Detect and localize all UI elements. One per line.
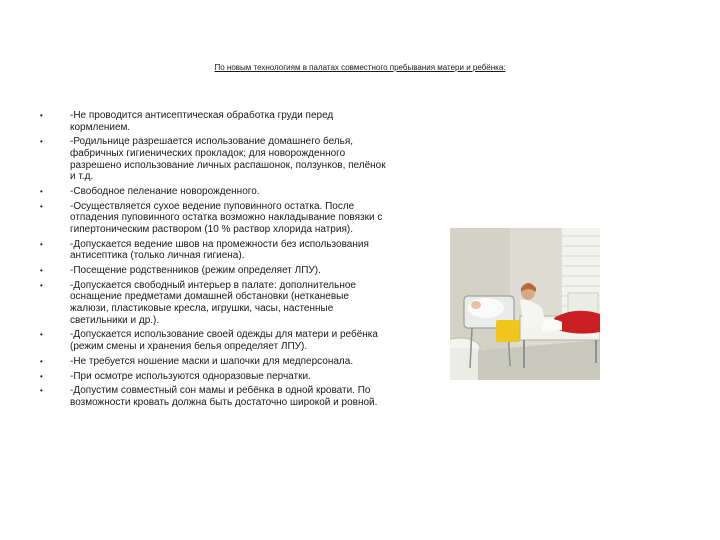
list-item bbox=[40, 239, 390, 262]
list-item-text: -Посещение родственников (режим определяет ЛПУ). bbox=[70, 265, 321, 277]
list-item-text: -Допускается использование своей одежды для матери и ребёнка (режим смены и хранения белья определяет ЛПУ). bbox=[70, 329, 378, 352]
bullet-marker: • bbox=[40, 280, 43, 290]
bullet-marker: • bbox=[40, 186, 43, 196]
list-item bbox=[40, 136, 390, 182]
list-item-text: -Допустим совместный сон мамы и ребёнка в одной кровати. По возможности кровать должна быть достаточно широкой и ровной. bbox=[70, 385, 378, 408]
list-item-text: -Осуществляется сухое ведение пуповинного остатка. После отпадения пуповинного остатка возможно накладывание повязки с гипертоническим раствором (10 % раствор хлорида натрия). bbox=[70, 200, 383, 235]
list-item bbox=[40, 356, 390, 368]
list-item bbox=[40, 371, 390, 383]
bullet-marker: • bbox=[40, 239, 43, 249]
list-item bbox=[40, 186, 390, 198]
list-item-text: -При осмотре используются одноразовые перчатки. bbox=[70, 370, 311, 382]
list-item bbox=[40, 265, 390, 277]
list-item bbox=[40, 110, 390, 133]
list-item bbox=[40, 329, 390, 352]
list-item bbox=[40, 280, 390, 326]
list-item-text: -Допускается свободный интерьер в палате: дополнительное оснащение предметами домашней обстановки (нетканевые жалюзи, пластиковые кресла, игрушки, часы, настенные светильники и др.). bbox=[70, 279, 356, 326]
list-item-text: -Свободное пеленание новорожденного. bbox=[70, 185, 260, 197]
bullet-marker: • bbox=[40, 371, 43, 381]
list-item-text: -Не требуется ношение маски и шапочки для медперсонала. bbox=[70, 355, 354, 367]
list-item-text: -Допускается ведение швов на промежности без использования антисептика (только личная гигиена). bbox=[70, 238, 369, 262]
bullet-marker: • bbox=[40, 201, 43, 211]
list-item-text: -Не проводится антисептическая обработка груди перед кормлением. bbox=[70, 110, 334, 133]
bullet-marker: • bbox=[40, 330, 43, 340]
hospital-ward-photo bbox=[450, 228, 600, 380]
list-item bbox=[40, 201, 390, 236]
bullet-marker: • bbox=[40, 111, 43, 120]
slide-title: По новым технологиям в палатах совместного пребывания матери и ребёнка: bbox=[214, 63, 506, 72]
bullet-marker: • bbox=[40, 356, 43, 366]
bullet-marker: • bbox=[40, 386, 43, 396]
list-item bbox=[40, 385, 390, 408]
bullet-list bbox=[40, 110, 390, 412]
bullet-marker: • bbox=[40, 137, 43, 147]
list-item-text: -Родильнице разрешается использование домашнего белья, фабричных гигиенических прокладок; для новорожденного разрешено использование личных распашонок, ползунков, пелёнок и т.д. bbox=[70, 136, 386, 183]
bullet-marker: • bbox=[40, 266, 43, 276]
